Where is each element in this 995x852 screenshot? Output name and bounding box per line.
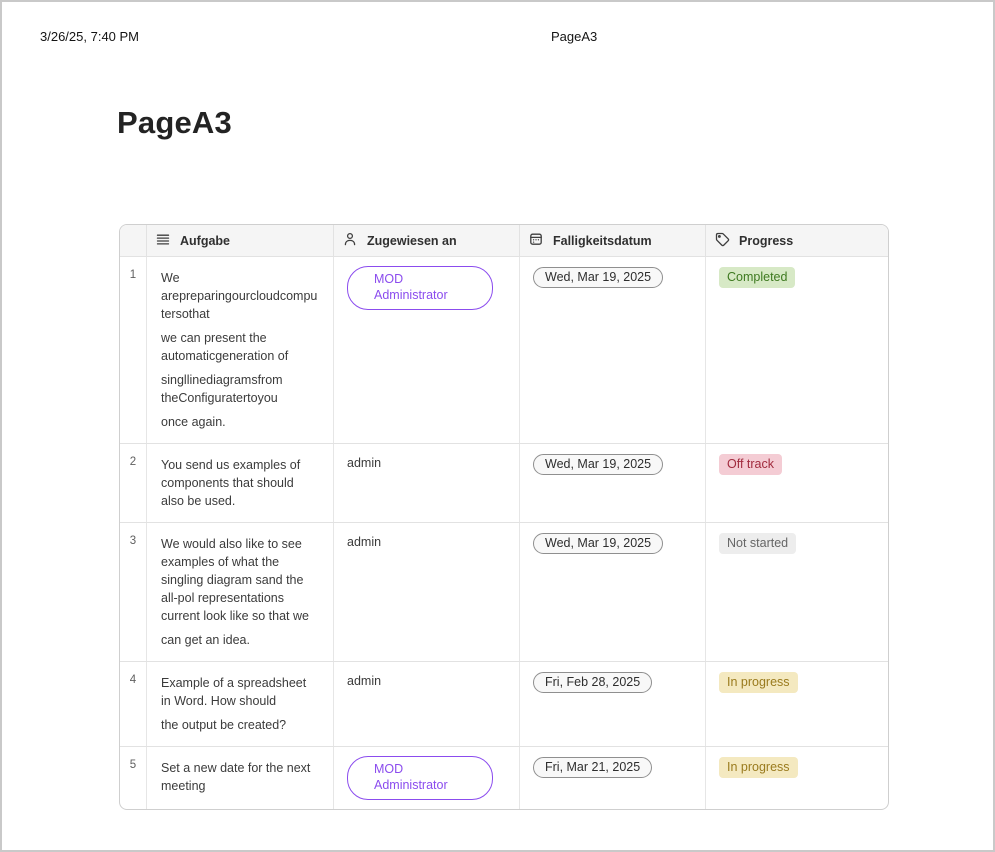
status-badge: Not started — [719, 533, 796, 554]
progress-cell — [705, 444, 888, 522]
progress-cell — [705, 662, 888, 746]
task-cell — [146, 662, 333, 746]
column-header-label: Falligkeitsdatum — [553, 233, 652, 248]
assignee-text: admin — [347, 535, 382, 549]
person-icon — [342, 231, 358, 250]
table-row — [120, 661, 888, 746]
due-date-cell — [519, 257, 705, 443]
row-number: 5 — [129, 759, 137, 771]
task-paragraph: singllinediagramsfrom theConfiguratertoyou — [161, 373, 283, 405]
due-date-pill: Wed, Mar 19, 2025 — [533, 454, 663, 475]
status-badge: In progress — [719, 757, 798, 778]
table-row — [120, 256, 888, 443]
assignee-text: admin — [347, 456, 382, 470]
progress-cell — [705, 523, 888, 661]
column-header-zugewiesen-an — [333, 225, 519, 256]
print-timestamp: 3/26/25, 7:40 PM — [40, 29, 140, 44]
due-date-cell — [519, 444, 705, 522]
column-header-label: Aufgabe — [180, 233, 230, 248]
assignee-cell — [333, 747, 519, 809]
progress-cell — [705, 747, 888, 809]
column-header-aufgabe — [146, 225, 333, 256]
task-paragraph: we can present the automaticgeneration of — [161, 331, 289, 363]
task-paragraph: Set a new date for the next meeting — [161, 761, 311, 793]
due-date-pill: Fri, Mar 21, 2025 — [533, 757, 652, 778]
task-paragraph: You send us examples of components that should also be used. — [161, 458, 301, 508]
task-paragraph: once again. — [161, 415, 226, 429]
status-badge: In progress — [719, 672, 798, 693]
task-paragraph: can get an idea. — [161, 633, 250, 647]
status-badge: Off track — [719, 454, 782, 475]
column-header-label: Progress — [739, 233, 794, 248]
task-paragraph: We arepreparingourcloudcomputersothat — [161, 271, 318, 321]
due-date-cell — [519, 523, 705, 661]
row-number-header — [120, 225, 146, 256]
text-lines-icon — [155, 231, 171, 250]
due-date-pill: Wed, Mar 19, 2025 — [533, 267, 663, 288]
due-date-pill: Fri, Feb 28, 2025 — [533, 672, 652, 693]
status-badge: Completed — [719, 267, 795, 288]
row-number: 2 — [129, 456, 137, 468]
column-header-progress — [705, 225, 888, 256]
table-row — [120, 443, 888, 522]
due-date-pill: Wed, Mar 19, 2025 — [533, 533, 663, 554]
due-date-cell — [519, 747, 705, 809]
task-paragraph: We would also like to see examples of what the singling diagram sand the all-pol representations current look like so that we — [161, 537, 309, 623]
tag-icon — [714, 231, 730, 250]
row-number: 4 — [129, 674, 137, 686]
assignee-cell — [333, 444, 519, 522]
row-number: 3 — [129, 535, 137, 547]
page-title: PageA3 — [117, 105, 232, 140]
table-row — [120, 522, 888, 661]
assignee-cell — [333, 523, 519, 661]
row-number: 1 — [129, 269, 137, 281]
column-header-label: Zugewiesen an — [367, 233, 457, 248]
task-cell — [146, 444, 333, 522]
calendar-icon — [528, 231, 544, 250]
assignee-text: admin — [347, 674, 382, 688]
assignee-cell — [333, 662, 519, 746]
column-header-falligkeitsdatum — [519, 225, 705, 256]
task-table — [119, 224, 889, 810]
task-cell — [146, 523, 333, 661]
due-date-cell — [519, 662, 705, 746]
table-header-row — [120, 225, 888, 256]
print-doc-title: PageA3 — [551, 29, 598, 44]
task-cell — [146, 747, 333, 809]
progress-cell — [705, 257, 888, 443]
table-row — [120, 746, 888, 809]
task-paragraph: the output be created? — [161, 718, 287, 732]
task-paragraph: Example of a spreadsheet in Word. How should — [161, 676, 307, 708]
task-cell — [146, 257, 333, 443]
assignee-pill: MOD Administrator — [347, 266, 493, 310]
assignee-cell — [333, 257, 519, 443]
assignee-pill: MOD Administrator — [347, 756, 493, 800]
